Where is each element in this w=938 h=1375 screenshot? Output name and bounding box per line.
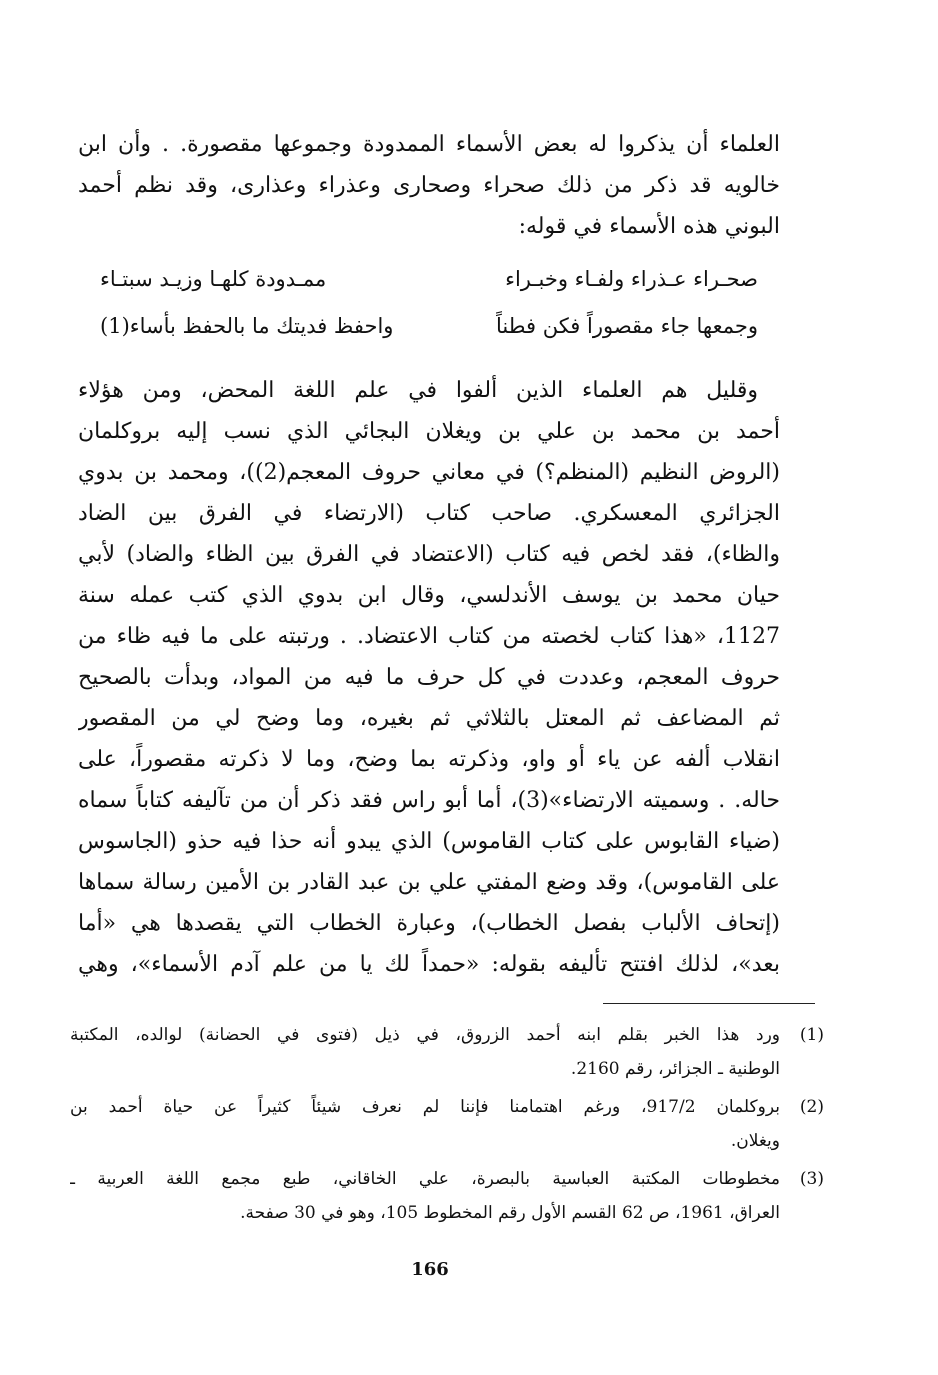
text-line: والظاء)، فقد لخص فيه كتاب (الاعتضاد في الفرق بين الظاء والضاد) لأبي [78, 542, 780, 567]
text-line: (ضياء القابوس على كتاب القاموس) الذي يبدو أنه حذا فيه حذو (الجاسوس [78, 829, 780, 854]
footnote-number: (3) [799, 1169, 824, 1189]
footnote-line: مخطوطات المكتبة العباسية بالبصرة، علي الخاقاني، طبع مجمع اللغة العربية ـ [70, 1169, 780, 1189]
text-line: على القاموس)، وقد وضع المفتي علي بن عبد القادر بن الأمين رسالة سماها [78, 870, 780, 895]
footnote [70, 1162, 824, 1230]
footnote-line: بروكلمان 917/2، ورغم اهتمامنا فإننا لم نعرف شيئاً كثيراً عن حياة أحمد بن [70, 1097, 780, 1117]
text-line: البوني هذه الأسماء في قوله: [518, 214, 780, 239]
poem-second-hemistich: ممـدودة كلهـا وزيـد سبتـاء [100, 267, 327, 291]
text-line: خالويه قد ذكر من ذلك صحراء وصحارى وعذراء وعذارى، وقد نظم أحمد [78, 173, 780, 198]
text-line: انقلاب ألفه عن ياء أو واو، وذكرته بما وضح، وما لا ذكرته مقصوراً، على [78, 747, 780, 772]
text-line: حروف المعجم، وعددت في كل حرف ما فيه من المواد، وبدأت بالصحيح [78, 665, 780, 690]
text-line: حيان محمد بن يوسف الأندلسي، وقال ابن بدوي الذي كتب عمله سنة [78, 583, 780, 608]
footnote [70, 1090, 824, 1158]
main-paragraph [78, 370, 780, 985]
text-line: بعد»، لذلك افتتح تأليفه بقوله: «حمداً لك يا من علم آدم الأسماء»، وهي [78, 952, 780, 977]
poem-second-hemistich: واحفظ فديتك ما بالحفظ بأساء(1) [100, 314, 394, 338]
footnote-line: ويغلان. [730, 1131, 780, 1151]
text-line: أحمد بن محمد بن علي بن ويغلان البجائي الذي نسب إليه بروكلمان [78, 419, 780, 444]
footnote-line: ورد هذا الخبر بقلم ابنه أحمد الزروق، في ذيل (فتوى في الحضانة) لوالده، المكتبة [70, 1025, 780, 1045]
text-line: وقليل هم العلماء الذين ألفوا في علم اللغة المحض، ومن هؤلاء [78, 378, 758, 403]
text-line: (إتحاف الألباب بفصل الخطاب)، وعبارة الخطاب التي يقصدها هي «أما [78, 911, 780, 936]
intro-paragraph [78, 124, 780, 247]
page-number: 166 [411, 1259, 449, 1280]
poem-first-hemistich: وجمعها جاء مقصوراً فكن فطناً [496, 314, 758, 338]
text-line: الجزائري المعسكري. صاحب كتاب (الارتضاء في الفرق بين الضاد [78, 501, 780, 526]
footnote [70, 1018, 824, 1086]
footnote-number: (1) [799, 1025, 824, 1045]
poem-verse [100, 312, 758, 342]
footnote-line: العراق، 1961، ص 62 القسم الأول رقم المخطوط 105، وهو في 30 صفحة. [240, 1203, 780, 1223]
text-line: حاله. . وسميته الارتضاء»(3)، أما أبو راس فقد ذكر أن من تآليفه كتاباً سماه [78, 788, 780, 813]
text-line: العلماء أن يذكروا له بعض الأسماء الممدودة وجموعها مقصورة. . وأن ابن [78, 132, 780, 157]
text-line: ثم المضاعف ثم المعتل بالثلاثي ثم بغيره، وما وضح لي من المقصور [78, 706, 780, 731]
footnote-line: الوطنية ـ الجزائر، رقم 2160. [570, 1059, 780, 1079]
text-line: 1127، «هذا كتاب لخصته من كتاب الاعتضاد. . ورتبته على ما فيه ظاء من [78, 624, 780, 649]
poem-first-hemistich: صحـراء عـذراء ولفـاء وخبـراء [505, 267, 758, 291]
footnote-number: (2) [799, 1097, 824, 1117]
poem-verse [100, 265, 758, 295]
footnote-separator [603, 1003, 815, 1004]
text-line: (الروض النظيم (المنظم؟) في معاني حروف المعجم(2))، ومحمد بن بدوي [78, 460, 780, 485]
